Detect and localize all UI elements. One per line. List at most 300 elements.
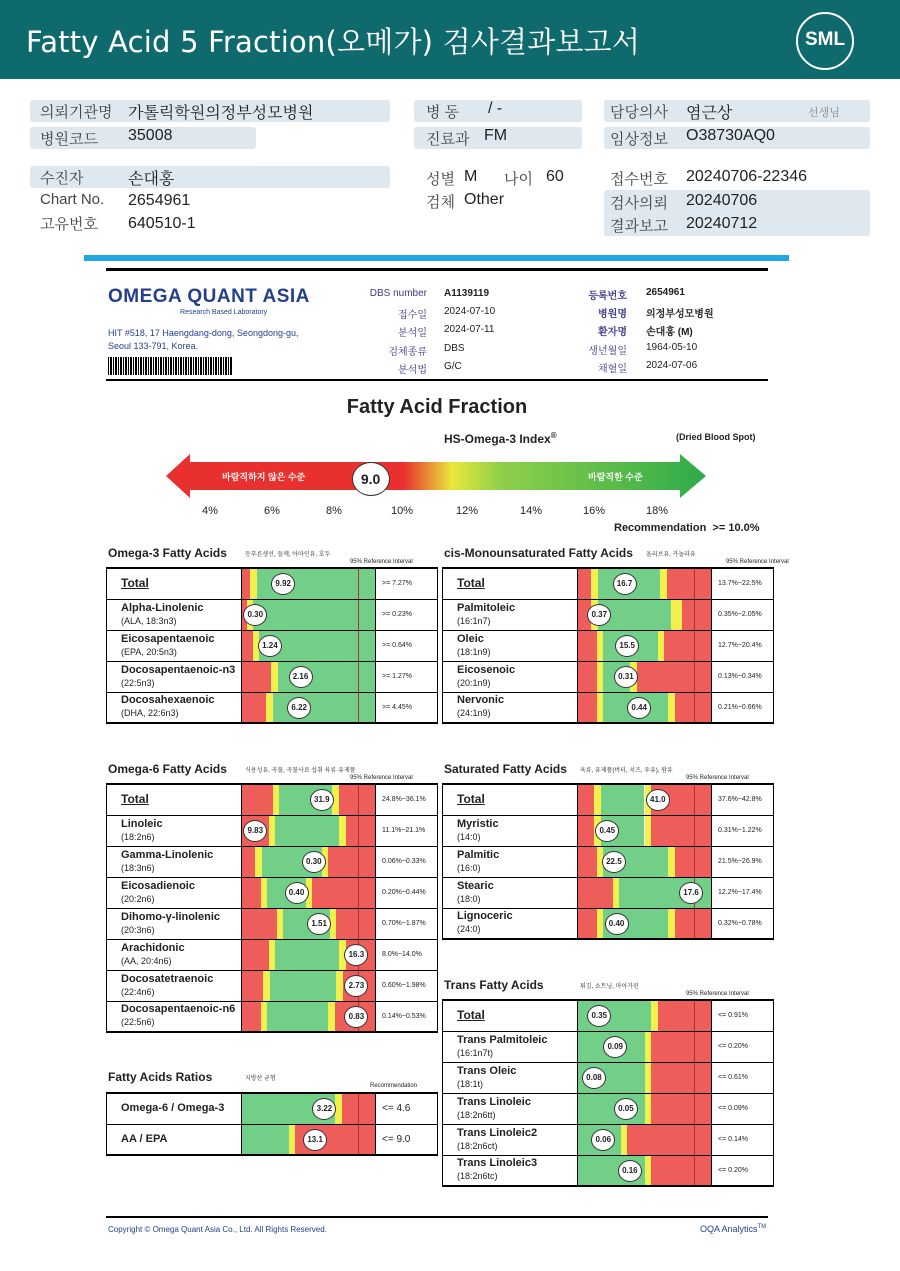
panel-title: Saturated Fatty Acids	[444, 762, 567, 776]
acid-notation: (20:1n9)	[457, 677, 491, 688]
level-bar	[242, 661, 376, 692]
reference-range: <= 0.61%	[712, 1062, 774, 1093]
table-row	[443, 1031, 774, 1062]
bar-segment	[269, 940, 276, 970]
value-marker: 1.51	[307, 913, 331, 935]
reference-range: 0.21%~0.66%	[712, 692, 774, 723]
level-bar	[242, 568, 376, 599]
acid-name: AA / EPA	[121, 1132, 168, 1145]
reference-range: 21.5%~26.9%	[712, 846, 774, 877]
bar-segment	[664, 631, 711, 661]
index-sup: ®	[550, 431, 557, 440]
fatty-acid-name	[107, 784, 242, 815]
copyright: Copyright © Omega Quant Asia Co., Ltd. All Rights Reserved.	[108, 1225, 327, 1234]
table-row	[107, 692, 438, 723]
name-value: 손대홍	[128, 171, 175, 188]
bar-segment	[651, 1094, 711, 1124]
acid-name: Trans Linoleic3	[457, 1157, 538, 1170]
hosp-value: 의정부성모병원	[646, 309, 714, 320]
tick-label: 6%	[264, 505, 280, 517]
bar-segment	[578, 569, 591, 599]
bar-segment	[242, 693, 266, 723]
acid-notation: (ALA, 18:3n3)	[121, 615, 177, 626]
value-marker: 0.30	[243, 604, 267, 626]
dob-value: 1964-05-10	[646, 342, 698, 353]
acid-notation: (24:0)	[457, 924, 481, 935]
value-marker: 0.35	[587, 1005, 611, 1027]
level-bar	[578, 815, 712, 846]
acid-notation: (18:2n6)	[121, 831, 155, 842]
bar-segment	[328, 1002, 335, 1032]
sex-label: 성별	[426, 171, 455, 188]
table-row	[107, 877, 438, 908]
acid-name: Total	[457, 576, 485, 591]
address-1: HIT #518, 17 Haengdang-dong, Seongdong-gu,	[108, 328, 299, 338]
level-bar	[578, 1124, 712, 1155]
reference-range: 0.13%~0.34%	[712, 661, 774, 692]
method-label: 분석법	[398, 365, 427, 376]
fatty-acid-name	[107, 630, 242, 661]
panel-table	[106, 567, 438, 724]
type-value: DBS	[444, 343, 465, 354]
table-row	[107, 846, 438, 877]
value-marker: 9.83	[243, 820, 267, 842]
bar-gridline	[694, 631, 695, 661]
bar-segment	[597, 662, 604, 692]
bar-gridline	[694, 847, 695, 877]
index-spot: (Dried Blood Spot)	[676, 432, 756, 442]
acid-notation: (22:5n6)	[121, 1017, 155, 1028]
level-bar	[578, 1062, 712, 1093]
bar-gridline	[358, 1094, 359, 1124]
clinical-label: 임상정보	[610, 131, 668, 148]
level-bar	[242, 1001, 376, 1032]
bar-segment	[242, 569, 250, 599]
bar-segment	[270, 971, 337, 1001]
reference-interval-label: 95% Reference Interval	[726, 559, 789, 565]
bar-segment	[339, 816, 346, 846]
sml-logo-icon	[796, 12, 854, 70]
table-row	[443, 1000, 774, 1031]
reference-interval-label: 95% Reference Interval	[686, 775, 749, 781]
panel-title: Trans Fatty Acids	[444, 978, 544, 992]
reference-range: <= 0.09%	[712, 1093, 774, 1124]
level-bar	[242, 784, 376, 815]
acid-notation: (18:1t)	[457, 1078, 484, 1089]
doctor-value: 염근상	[686, 105, 733, 122]
bar-gridline	[358, 662, 359, 692]
value-marker: 3.22	[312, 1098, 336, 1120]
reference-interval-label: 95% Reference Interval	[686, 991, 749, 997]
acid-name: Eicosenoic	[457, 663, 516, 676]
bar-segment	[578, 631, 597, 661]
table-row	[443, 784, 774, 815]
ward-label: 병 동	[426, 104, 460, 121]
bar-segment	[578, 909, 597, 939]
bar-segment	[682, 600, 711, 630]
fatty-acid-name	[443, 1093, 578, 1124]
request-label: 검사의뢰	[610, 195, 668, 212]
fatty-acid-name	[107, 568, 242, 599]
bar-gridline	[694, 693, 695, 723]
fatty-acid-name	[443, 1155, 578, 1186]
level-bar	[578, 692, 712, 723]
type-label: 검체종류	[388, 347, 427, 358]
fatty-acid-name	[107, 846, 242, 877]
recommendation	[614, 522, 760, 534]
bar-segment	[668, 847, 675, 877]
level-bar	[578, 599, 712, 630]
index-good-label: 바람직한 수준	[588, 472, 643, 482]
table-row	[443, 1062, 774, 1093]
brand-sup: TM	[757, 1224, 767, 1230]
index-value-marker: 9.0	[352, 462, 390, 496]
bar-segment	[658, 631, 665, 661]
bar-gridline	[358, 693, 359, 723]
acid-name: Linoleic	[121, 817, 163, 830]
table-row	[107, 568, 438, 599]
acid-name: Gamma-Linolenic	[121, 848, 214, 861]
panel-table	[106, 1092, 438, 1156]
acid-name: Trans Palmitoleic	[457, 1033, 548, 1046]
bar-segment	[645, 816, 652, 846]
acid-notation: (18:2n6ct)	[457, 1140, 498, 1151]
reference-range: <= 9.0	[376, 1124, 438, 1155]
level-bar	[242, 846, 376, 877]
anal-value: 2024-07-11	[444, 324, 495, 335]
bar-gridline	[694, 569, 695, 599]
acid-name: Total	[457, 792, 485, 807]
reference-interval-label: Recommendation	[370, 1083, 418, 1089]
bar-gridline	[358, 785, 359, 815]
bar-segment	[263, 971, 270, 1001]
fatty-acid-name	[107, 815, 242, 846]
reference-range: 11.1%~21.1%	[376, 815, 438, 846]
tick-label: 10%	[391, 505, 414, 517]
bar-gridline	[694, 662, 695, 692]
index-bad-label: 바람직하지 않은 수준	[222, 472, 306, 482]
divider	[84, 255, 789, 261]
bar-segment	[312, 878, 375, 908]
bar-segment	[651, 1032, 711, 1062]
fatty-acid-name	[443, 1000, 578, 1031]
name-label: 수진자	[40, 170, 84, 187]
bar-gridline	[358, 1125, 359, 1155]
value-marker: 2.73	[344, 975, 368, 997]
fatty-acid-name	[443, 815, 578, 846]
rec-label: Recommendation	[614, 522, 707, 534]
doctor-label: 담당의사	[610, 104, 668, 121]
bar-segment	[273, 785, 280, 815]
index-name: HS-Omega-3 Index	[444, 432, 551, 446]
bar-segment	[651, 1063, 711, 1093]
code-value: 35008	[128, 127, 173, 144]
level-bar	[242, 1093, 376, 1124]
acid-notation: (24:1n9)	[457, 708, 491, 719]
tick-label: 16%	[583, 505, 606, 517]
receipt-label: 접수번호	[610, 171, 668, 188]
table-row	[443, 661, 774, 692]
reg-value: 2654961	[646, 287, 685, 298]
table-row	[107, 1001, 438, 1032]
bar-segment	[671, 600, 682, 630]
level-bar	[242, 815, 376, 846]
rec-value: >= 10.0%	[712, 522, 760, 534]
acid-name: Stearic	[457, 879, 494, 892]
panel-table	[442, 999, 774, 1187]
bar-segment	[668, 909, 675, 939]
bar-segment	[597, 693, 604, 723]
bar-segment	[613, 878, 620, 908]
acid-name: Eicosadienoic	[121, 879, 195, 892]
pname-value: 손대홍 (M)	[646, 327, 693, 338]
acid-name: Docosahexaenoic	[121, 694, 215, 707]
reference-range: <= 0.20%	[712, 1031, 774, 1062]
bar-segment	[591, 569, 598, 599]
reference-range: 0.35%~2.05%	[712, 599, 774, 630]
bar-segment	[651, 816, 711, 846]
table-row	[443, 630, 774, 661]
bar-gridline	[694, 600, 695, 630]
reference-interval-label: 95% Reference Interval	[350, 559, 413, 565]
reference-range: 12.2%~17.4%	[712, 877, 774, 908]
hosp-label: 병원명	[598, 309, 627, 320]
level-bar	[242, 970, 376, 1001]
value-marker: 0.06	[591, 1129, 615, 1151]
level-bar	[578, 630, 712, 661]
acid-name: Eicosapentaenoic	[121, 632, 215, 645]
acid-name: Total	[457, 1008, 485, 1023]
bar-segment	[261, 1002, 268, 1032]
bar-segment	[660, 569, 667, 599]
bar-segment	[267, 1002, 328, 1032]
value-marker: 41.0	[646, 789, 670, 811]
value-marker: 0.05	[614, 1098, 638, 1120]
fatty-acid-name	[107, 1093, 242, 1124]
value-marker: 22.5	[602, 851, 626, 873]
value-marker: 2.16	[289, 666, 313, 688]
table-row	[443, 568, 774, 599]
table-row	[443, 692, 774, 723]
value-marker: 0.44	[627, 697, 651, 719]
bar-gridline	[694, 1156, 695, 1186]
bar-segment	[242, 631, 253, 661]
acid-name: Palmitoleic	[457, 601, 516, 614]
institution-label: 의뢰기관명	[40, 104, 113, 121]
specimen-label: 검체	[426, 194, 455, 211]
reference-range: 37.6%~42.8%	[712, 784, 774, 815]
tick-label: 12%	[456, 505, 479, 517]
bar-segment	[242, 785, 273, 815]
divider	[106, 1216, 768, 1218]
acid-notation: (14:0)	[457, 831, 481, 842]
table-row	[107, 1093, 438, 1124]
bar-segment	[253, 600, 375, 630]
fatty-acid-name	[107, 970, 242, 1001]
reference-range: 0.60%~1.98%	[376, 970, 438, 1001]
bar-segment	[289, 1125, 296, 1155]
address-2: Seoul 133-791, Korea.	[108, 341, 199, 351]
bar-gridline	[358, 847, 359, 877]
bar-segment	[266, 693, 273, 723]
barcode-icon	[108, 357, 232, 375]
fatty-acid-name	[443, 877, 578, 908]
bar-segment	[668, 693, 675, 723]
uid-value: 640510-1	[128, 215, 196, 232]
bar-segment	[597, 909, 604, 939]
bar-segment	[645, 1094, 652, 1124]
chart-label: Chart No.	[40, 191, 105, 208]
bar-segment	[651, 1001, 658, 1031]
value-marker: 9.92	[271, 573, 295, 595]
acid-notation: (22:5n3)	[121, 677, 155, 688]
report-label: 결과보고	[610, 218, 668, 235]
table-row	[107, 784, 438, 815]
divider	[106, 268, 768, 271]
reference-range: 12.7%~20.4%	[712, 630, 774, 661]
acid-notation: (18:0)	[457, 893, 481, 904]
value-marker: 0.31	[614, 666, 638, 688]
level-bar	[242, 630, 376, 661]
bar-segment	[269, 816, 276, 846]
acid-name: Omega-6 / Omega-3	[121, 1102, 225, 1115]
company-logo: OMEGA QUANT ASIA	[108, 286, 310, 307]
table-row	[107, 661, 438, 692]
value-marker: 13.1	[303, 1129, 327, 1151]
recv-value: 2024-07-10	[444, 306, 496, 317]
reference-range: <= 4.6	[376, 1093, 438, 1124]
table-row	[107, 1124, 438, 1155]
bar-segment	[594, 785, 601, 815]
table-row	[443, 815, 774, 846]
age-label: 나이	[504, 171, 533, 188]
tick-label: 18%	[646, 505, 669, 517]
fatty-acid-name	[107, 1124, 242, 1155]
bar-segment	[637, 662, 711, 692]
reference-range: 0.31%~1.22%	[712, 815, 774, 846]
bar-segment	[242, 847, 255, 877]
sex-value: M	[464, 168, 478, 185]
fatty-acid-name	[443, 692, 578, 723]
bar-segment	[645, 1032, 652, 1062]
fatty-acid-name	[443, 661, 578, 692]
logo-text: SML	[804, 29, 846, 50]
reference-range: 0.32%~0.78%	[712, 908, 774, 939]
bar-segment	[328, 847, 375, 877]
bar-gridline	[358, 569, 359, 599]
bar-gridline	[358, 816, 359, 846]
bar-segment	[336, 909, 375, 939]
index-title	[444, 431, 557, 446]
bar-gridline	[694, 1001, 695, 1031]
value-marker: 0.83	[344, 1006, 368, 1028]
table-row	[443, 1093, 774, 1124]
acid-notation: (20:2n6)	[121, 893, 155, 904]
bar-segment	[578, 785, 594, 815]
acid-notation: (20:3n6)	[121, 924, 155, 935]
value-marker: 0.37	[587, 604, 611, 626]
bar-segment	[242, 1002, 261, 1032]
value-marker: 1.24	[258, 635, 282, 657]
acid-notation: (18:2n6tc)	[457, 1171, 498, 1182]
acid-name: Docosatetraenoic	[121, 972, 214, 985]
clinical-value: O38730AQ0	[686, 127, 775, 144]
value-marker: 31.9	[310, 789, 334, 811]
fatty-acid-name	[443, 784, 578, 815]
dob-label: 생년월일	[588, 346, 627, 357]
draw-label: 채혈일	[598, 364, 627, 375]
level-bar	[242, 692, 376, 723]
table-row	[107, 908, 438, 939]
acid-notation: (DHA, 22:6n3)	[121, 708, 179, 719]
panel-title: Omega-6 Fatty Acids	[108, 762, 227, 776]
ward-value: / -	[488, 100, 503, 117]
level-bar	[578, 1031, 712, 1062]
doctor-suffix: 선생님	[808, 107, 840, 119]
fatty-acid-name	[443, 908, 578, 939]
draw-value: 2024-07-06	[646, 360, 698, 371]
fatty-acid-name	[107, 661, 242, 692]
reference-range: 0.70%~1.87%	[376, 908, 438, 939]
bar-gridline	[694, 1125, 695, 1155]
value-marker: 0.40	[605, 913, 629, 935]
acid-name: Trans Oleic	[457, 1064, 517, 1077]
table-row	[107, 970, 438, 1001]
acid-notation: (16:1n7)	[457, 615, 491, 626]
acid-notation: (18:3n6)	[121, 862, 155, 873]
panel-subtitle: 육류, 유제품(버터, 치즈, 우유), 팜유	[580, 768, 673, 774]
bar-gridline	[694, 1032, 695, 1062]
reference-range: 24.8%~36.1%	[376, 784, 438, 815]
fatty-acid-name	[443, 1124, 578, 1155]
dbs-value: A1139119	[444, 288, 490, 299]
acid-name: Oleic	[457, 632, 484, 645]
bar-gridline	[694, 1063, 695, 1093]
level-bar	[578, 568, 712, 599]
divider	[106, 379, 768, 381]
bar-segment	[275, 940, 339, 970]
value-marker: 17.6	[679, 882, 703, 904]
fatty-acid-name	[107, 692, 242, 723]
table-row	[107, 815, 438, 846]
bar-gridline	[694, 1094, 695, 1124]
value-marker: 15.5	[615, 635, 639, 657]
acid-name: Total	[121, 576, 149, 591]
pname-label: 환자명	[598, 327, 627, 338]
fatty-acid-name	[443, 599, 578, 630]
bar-segment	[255, 847, 262, 877]
bar-segment	[277, 909, 284, 939]
company-tag: Research Based Laboratory	[180, 309, 268, 316]
bar-segment	[242, 878, 261, 908]
fraction-title: Fatty Acid Fraction	[346, 396, 528, 418]
request-value: 20240706	[686, 192, 758, 209]
bar-gridline	[694, 816, 695, 846]
bar-segment	[658, 1001, 711, 1031]
specimen-value: Other	[464, 191, 505, 208]
bar-segment	[645, 1063, 652, 1093]
panel-table	[442, 567, 774, 724]
panel-table	[106, 783, 438, 1033]
value-marker: 0.08	[582, 1067, 606, 1089]
bar-segment	[597, 631, 604, 661]
acid-notation: (AA, 20:4n6)	[121, 955, 172, 966]
value-marker: 6.22	[287, 697, 311, 719]
acid-notation: (22:4n6)	[121, 986, 155, 997]
table-row	[443, 1155, 774, 1186]
reference-range: <= 0.91%	[712, 1000, 774, 1031]
value-marker: 0.09	[603, 1036, 627, 1058]
